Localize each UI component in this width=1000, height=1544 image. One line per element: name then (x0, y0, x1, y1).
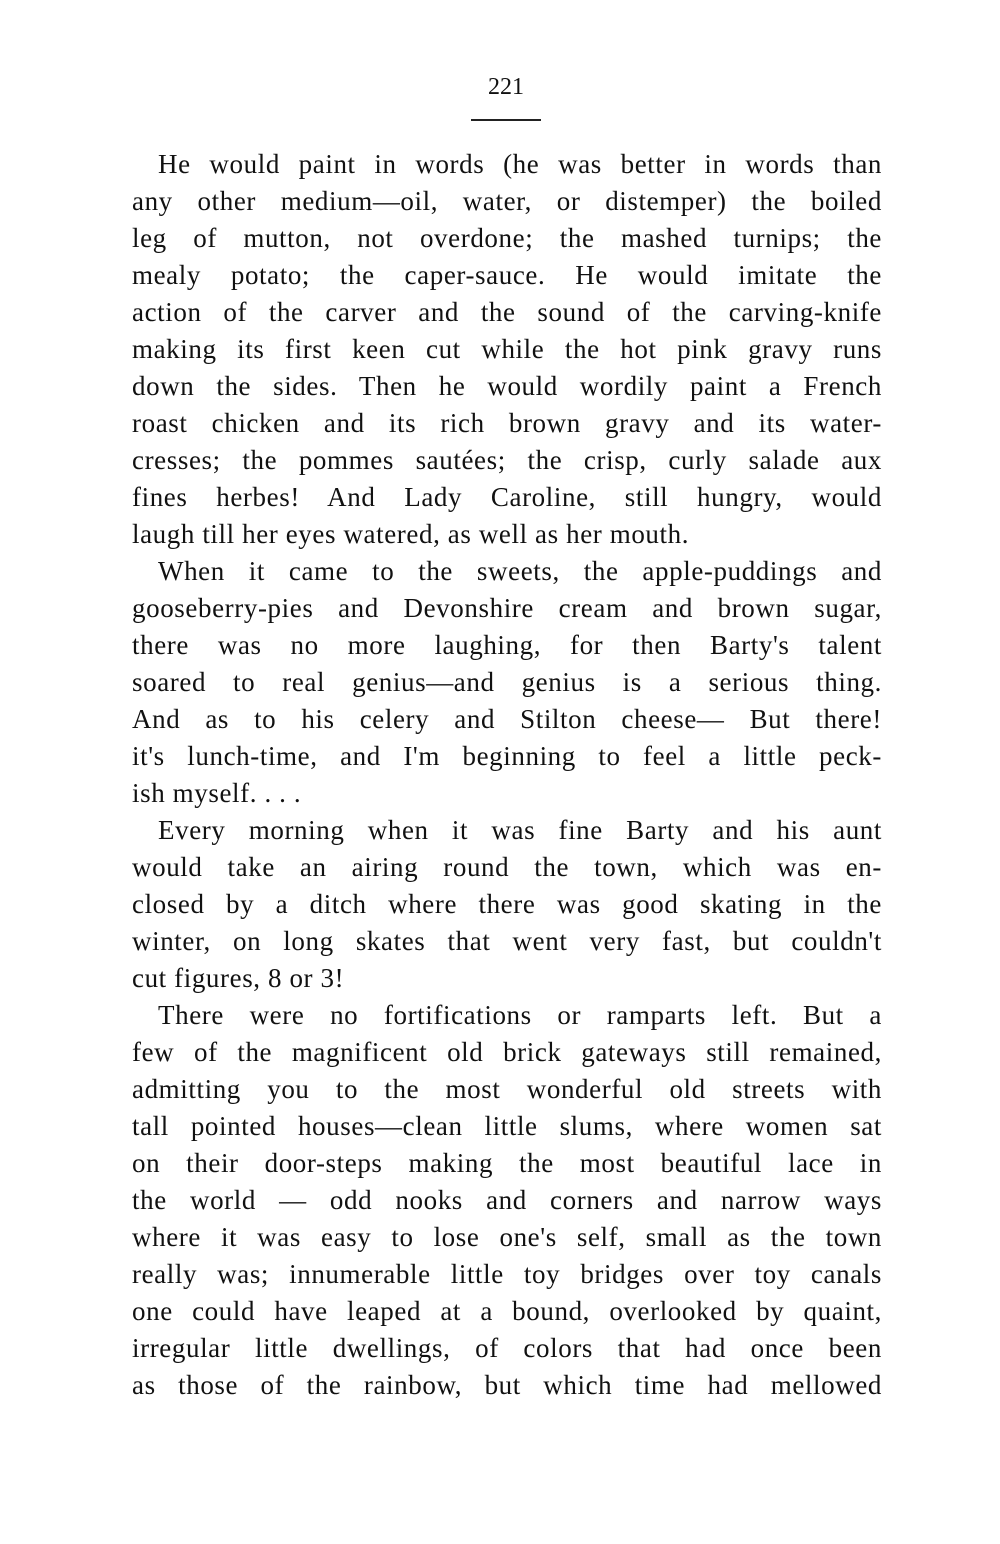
text-line: where it was easy to lose one's self, small as the town (132, 1222, 882, 1252)
text-line: laugh till her eyes watered, as well as her mouth. (132, 519, 690, 549)
text-line: mealy potato; the caper-sauce. He would imitate the (132, 260, 882, 290)
text-line: gooseberry-pies and Devonshire cream and brown sugar, (132, 593, 882, 623)
text-line: closed by a ditch where there was good skating in the (132, 889, 882, 919)
text-line: roast chicken and its rich brown gravy and its water- (132, 408, 882, 438)
text-line: one could have leaped at a bound, overlooked by quaint, (132, 1296, 882, 1326)
text-line: leg of mutton, not overdone; the mashed turnips; the (132, 223, 882, 253)
text-line: fines herbes! And Lady Caroline, still hungry, would (132, 482, 882, 512)
text-line: really was; innumerable little toy bridges over toy canals (132, 1259, 882, 1289)
text-line: tall pointed houses—clean little slums, where women sat (132, 1111, 882, 1141)
text-line: admitting you to the most wonderful old streets with (132, 1074, 882, 1104)
text-line: down the sides. Then he would wordily paint a French (132, 371, 882, 401)
text-line: there was no more laughing, for then Barty's talent (132, 630, 882, 660)
text-line: making its first keen cut while the hot pink gravy runs (132, 334, 882, 364)
text-line: as those of the rainbow, but which time had mellowed (132, 1370, 882, 1400)
text-line: any other medium—oil, water, or distemper) the boiled (132, 186, 882, 216)
text-line: irregular little dwellings, of colors that had once been (132, 1333, 882, 1363)
text-line: soared to real genius—and genius is a serious thing. (132, 667, 882, 697)
body-text (132, 146, 882, 1404)
text-line: would take an airing round the town, which was en- (132, 852, 882, 882)
text-line: few of the magnificent old brick gateways still remained, (132, 1037, 882, 1067)
text-line: cresses; the pommes sautées; the crisp, curly salade aux (132, 445, 882, 475)
text-line: it's lunch-time, and I'm beginning to feel a little peck- (132, 741, 882, 771)
text-line: He would paint in words (he was better in words than (158, 149, 882, 179)
text-line: action of the carver and the sound of the carving-knife (132, 297, 882, 327)
page-number: 221 (488, 74, 524, 100)
text-line: on their door-steps making the most beautiful lace in (132, 1148, 882, 1178)
text-line: winter, on long skates that went very fast, but couldn't (132, 926, 882, 956)
text-line: There were no fortifications or ramparts left. But a (158, 1000, 882, 1030)
text-line: ish myself. . . . (132, 778, 302, 808)
text-line: When it came to the sweets, the apple-puddings and (158, 556, 882, 586)
header-rule (471, 119, 541, 121)
text-line: Every morning when it was fine Barty and his aunt (158, 815, 882, 845)
text-line: the world — odd nooks and corners and narrow ways (132, 1185, 882, 1215)
text-line: cut figures, 8 or 3! (132, 963, 345, 993)
text-line: And as to his celery and Stilton cheese— But there! (132, 704, 882, 734)
